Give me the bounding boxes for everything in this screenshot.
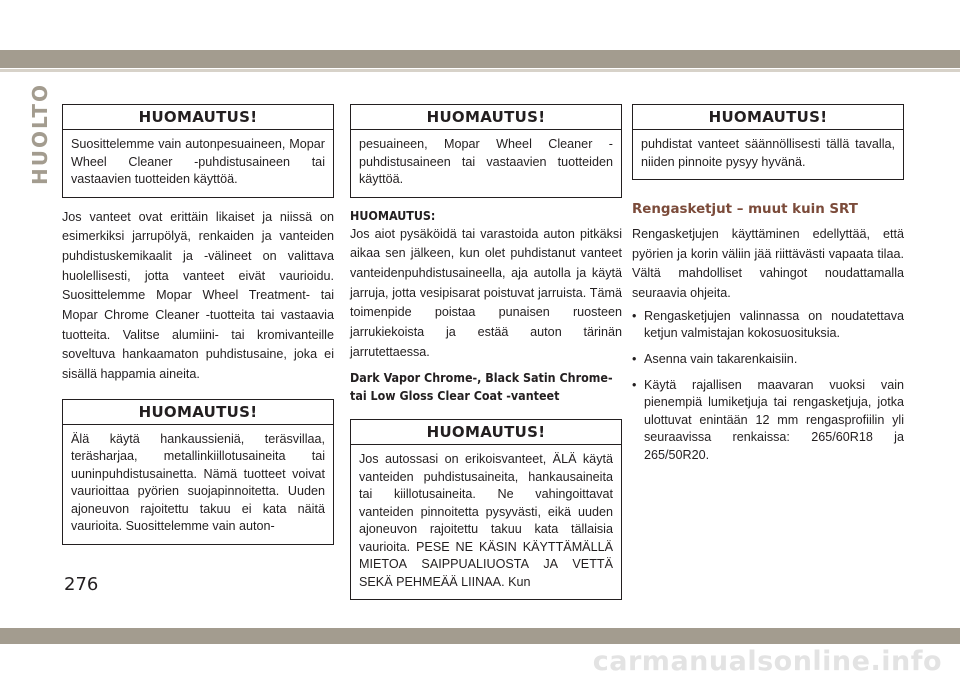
- notice-title: HUOMAUTUS!: [351, 105, 621, 130]
- watermark: carmanualsonline.info: [592, 645, 942, 677]
- column-3: [632, 104, 904, 465]
- body-paragraph: Jos vanteet ovat erittäin likaiset ja niissä on esimerkiksi jarrupölyä, renkaiden ja vanteiden puhdistuskemikaalit ja -välineet on valittava huolellisesti, jotta vanteet eivät vaurioidu. Suosittelemme Mopar Wheel Treatment- tai Mopar Chrome Cleaner -tuotteita tai vastaavia tuotteita. Valitse alumiini- tai kromivanteille soveltuva hankaamaton puhdistusaine, joka ei sisällä happamia aineita.: [62, 209, 334, 382]
- body-paragraph: Rengasketjujen käyttäminen edellyttää, että pyörien ja korin väliin jää riittävästi vapaata tilaa. Vältä mahdolliset vahingot noudattamalla seuraavia ohjeita.: [632, 227, 904, 301]
- subheading: Dark Vapor Chrome-, Black Satin Chrome- tai Low Gloss Clear Coat -vanteet: [350, 370, 613, 404]
- list-item: • Rengasketjujen valinnassa on noudatettava ketjun valmistajan kokosuosituksia.: [632, 308, 904, 343]
- header-rule: [0, 50, 960, 68]
- list-item: • Asenna vain takarenkaisiin.: [632, 351, 904, 369]
- header-rule-light: [0, 69, 960, 72]
- notice-box: [62, 104, 334, 198]
- body-paragraph: Jos aiot pysäköidä tai varastoida auton pitkäksi aikaa sen jälkeen, kun olet puhdistanut vanteet vanteidenpuhdistusaineella, aja autolla ja käytä jarruja, jotta vesipisarat poistuvat jarruista. Tämä toimenpide poistaa punaisen ruosteen jarrukiekoista ja estää auton tärinän jarrutettaessa.: [350, 226, 622, 359]
- notice-title: HUOMAUTUS!: [63, 400, 333, 425]
- notice-text: puhdistat vanteet säännöllisesti tällä tavalla, niiden pinnoite pysyy hyvänä.: [641, 137, 895, 169]
- notice-title: HUOMAUTUS!: [633, 105, 903, 130]
- notice-box: [632, 104, 904, 180]
- column-1: [62, 104, 334, 545]
- section-side-tab-label: HUOLTO: [28, 82, 52, 186]
- note-label: HUOMAUTUS:: [350, 207, 436, 223]
- section-title: Rengasketjut – muut kuin SRT: [632, 202, 858, 217]
- bullet-list: [632, 308, 904, 465]
- notice-text: Jos autossasi on erikoisvanteet, ÄLÄ käytä vanteiden puhdistusaineita, hankausaineita tai kiillotusaineita. Ne vahingoittavat vanteiden pinnoitetta pysyvästi, eikä uuden ajoneuvon rajoitettu takuu kata tällaisia vaurioita. PESE NE KÄSIN KÄYTTÄMÄLLÄ MIETOA SAIPPUALIUOSTA JA VETTÄ SEKÄ PEHMEÄÄ LIINAA. Kun: [359, 452, 613, 589]
- column-2: [350, 104, 622, 600]
- notice-text: pesuaineen, Mopar Wheel Cleaner -puhdistusaineen tai vastaavien tuotteiden käyttöä.: [359, 137, 613, 186]
- notice-text: Suosittelemme vain autonpesuaineen, Mopar Wheel Cleaner -puhdistusaineen tai vastaavien tuotteiden käyttöä.: [71, 137, 325, 186]
- notice-text: Älä käytä hankaussieniä, teräsvillaa, teräsharjaa, metallinkiillotusaineita tai uuninpuhdistusainetta. Nämä tuotteet voivat vaurioittaa pyörien suojapinnoitetta. Uuden ajoneuvon rajoitettu takuu ei kata näitä vaurioita. Suosittelemme vain auton-: [71, 431, 325, 534]
- page-number: 276: [64, 574, 99, 595]
- list-item: • Käytä rajallisen maavaran vuoksi vain pienempiä lumiketjuja tai rengasketjuja, jotka ulottuvat enintään 12 mm rengasprofiilin yli seuraavissa renkaissa: 265/60R18 ja 265/50R20.: [632, 377, 904, 465]
- notice-title: HUOMAUTUS!: [351, 420, 621, 445]
- notice-box: [350, 104, 622, 198]
- notice-box: [350, 419, 622, 600]
- section-side-tab: [22, 82, 58, 186]
- notice-title: HUOMAUTUS!: [63, 105, 333, 130]
- notice-box: [62, 399, 334, 545]
- footer-rule: [0, 628, 960, 644]
